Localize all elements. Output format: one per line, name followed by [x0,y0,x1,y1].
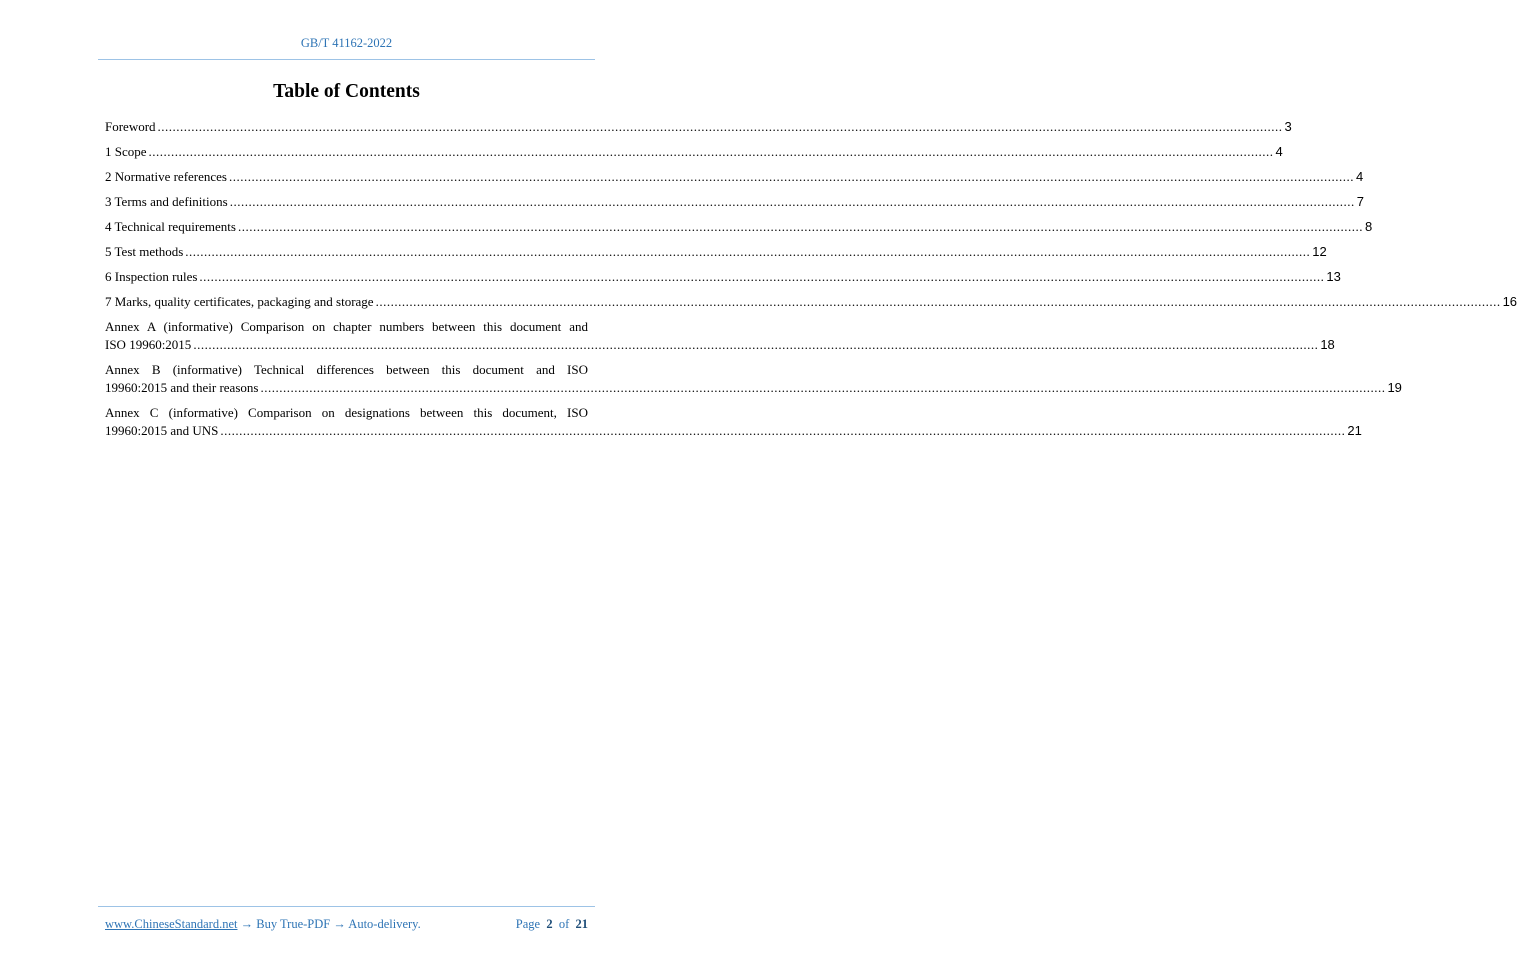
toc-page-number: 16 [1502,294,1517,309]
toc-dot-leader: ............................................................................................................................................................................................................................................................................................................ [229,169,1354,184]
toc-entry-line-wrapped [105,404,588,422]
toc-page-number: 7 [1356,194,1364,209]
toc-entry-line [105,218,1373,236]
toc-entry-text: 5 Test methods [105,244,184,259]
toc-entry-line-wrapped [105,318,588,336]
toc-entry[interactable] [105,404,1362,440]
toc-page-number: 19 [1387,380,1402,395]
page-total: 21 [575,917,588,931]
toc-entry-text: 7 Marks, quality certificates, packaging and storage [105,294,374,309]
toc-page-number: 4 [1356,169,1364,184]
toc-entry[interactable] [105,293,1517,311]
toc-entry-line [105,118,1292,136]
toc-dot-leader: ............................................................................................................................................................................................................................................................................................................ [185,244,1311,259]
toc-page-number: 4 [1275,144,1283,159]
toc-dot-leader: ............................................................................................................................................................................................................................................................................................................ [199,269,1325,284]
toc-page-number: 8 [1364,219,1373,234]
toc-entry-text: Foreword [105,119,156,134]
running-header: GB/T 41162-2022 [300,36,393,50]
toc-entry-line [105,193,1364,211]
toc-dot-leader: ............................................................................................................................................................................................................................................................................................................ [375,294,1501,309]
toc-entry-line [105,243,1327,261]
toc-entry[interactable] [105,143,1283,161]
page-label: Page [515,917,541,931]
toc-dot-leader: ............................................................................................................................................................................................................................................................................................................ [237,219,1363,234]
toc-entry-text: 19960:2015 and UNS [105,423,219,438]
toc-dot-leader: ............................................................................................................................................................................................................................................................................................................ [157,119,1283,134]
page-footer [105,917,588,932]
toc-entry-text: Annex B (informative) Technical differences between this document and ISO [105,362,588,377]
footer-divider [98,906,595,907]
toc-entry-line [105,293,1517,311]
toc-entry-text: Annex C (informative) Comparison on designations between this document, ISO [105,405,588,420]
toc-list [105,118,1517,447]
toc-page-number: 3 [1284,119,1292,134]
toc-page-number: 12 [1312,244,1327,259]
toc-entry-text: ISO 19960:2015 [105,337,192,352]
toc-page-number: 18 [1320,337,1335,352]
toc-entry-line [105,336,1335,354]
toc-entry[interactable] [105,168,1364,186]
toc-entry-text: 2 Normative references [105,169,227,184]
toc-entry-line [105,168,1364,186]
toc-entry[interactable] [105,268,1341,286]
page-title: Table of Contents [273,81,420,102]
page-of-label: of [558,917,570,931]
toc-dot-leader: ............................................................................................................................................................................................................................................................................................................ [260,380,1386,395]
toc-entry-text: Annex A (informative) Comparison on chapter numbers between this document and [105,319,588,334]
header-divider [98,59,595,60]
toc-entry[interactable] [105,218,1373,236]
toc-entry-text: 3 Terms and definitions [105,194,228,209]
toc-dot-leader: ............................................................................................................................................................................................................................................................................................................ [193,337,1319,352]
website-link[interactable]: www.ChineseStandard.net [105,917,238,931]
toc-dot-leader: ............................................................................................................................................................................................................................................................................................................ [229,194,1355,209]
toc-entry[interactable] [105,243,1327,261]
toc-entry-text: 6 Inspection rules [105,269,198,284]
toc-entry-line [105,268,1341,286]
toc-entry[interactable] [105,361,1402,397]
footer-left [105,917,421,932]
toc-entry-text: 19960:2015 and their reasons [105,380,259,395]
toc-entry-line [105,143,1283,161]
toc-page-number: 21 [1347,423,1362,438]
toc-entry[interactable] [105,118,1292,136]
toc-entry[interactable] [105,193,1364,211]
toc-entry-line [105,379,1402,397]
footer-promo-text: → Buy True-PDF → Auto-delivery. [237,917,421,931]
toc-entry-line-wrapped [105,361,588,379]
toc-page-number: 13 [1326,269,1341,284]
toc-dot-leader: ............................................................................................................................................................................................................................................................................................................ [220,423,1346,438]
page-indicator [516,917,588,932]
toc-entry-text: 1 Scope [105,144,147,159]
page-current: 2 [546,917,553,931]
toc-entry[interactable] [105,318,1335,354]
toc-entry-line [105,422,1362,440]
toc-dot-leader: ............................................................................................................................................................................................................................................................................................................ [148,144,1274,159]
toc-entry-text: 4 Technical requirements [105,219,236,234]
